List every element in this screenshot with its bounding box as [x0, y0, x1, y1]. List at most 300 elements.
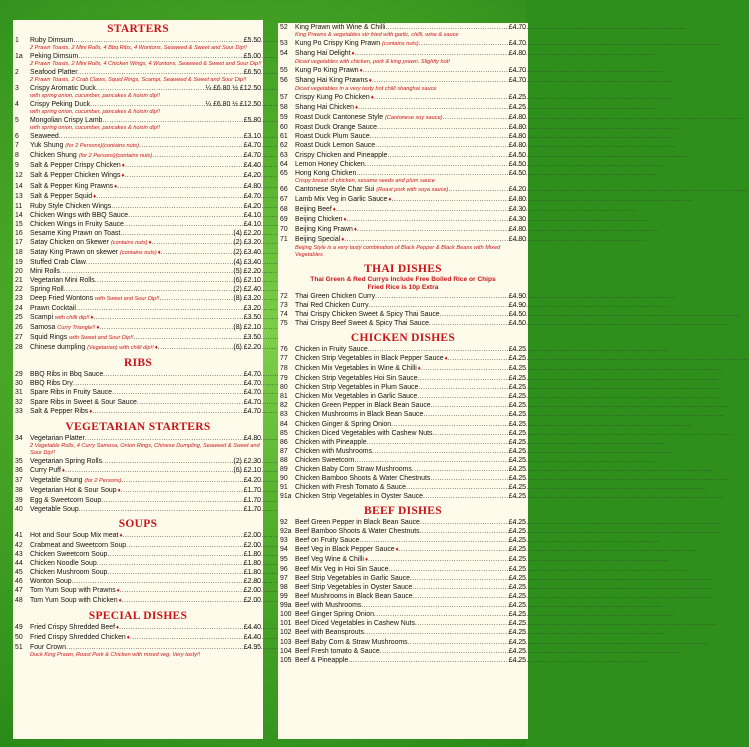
dot-leader [96, 192, 244, 201]
dot-leader [415, 619, 509, 628]
item-name-wrap [295, 465, 412, 474]
item-name: Beef Baby Corn & Straw Mushrooms [295, 638, 408, 646]
menu-item [13, 586, 263, 596]
dot-leader [368, 555, 509, 564]
item-number: 95 [280, 556, 288, 564]
item-number: 1a [15, 53, 23, 61]
dot-leader [419, 39, 509, 48]
menu-item [278, 103, 528, 113]
item-price: £4.25 [508, 438, 526, 446]
chili-icon: ♦ [154, 345, 158, 352]
item-name-wrap [30, 285, 64, 294]
menu-item [278, 555, 528, 565]
item-price: £4.70 [243, 380, 261, 388]
dot-leader [368, 345, 509, 354]
item-name: Prawn Cocktail [30, 305, 76, 313]
menu-item [278, 438, 528, 447]
item-number: 72 [280, 292, 288, 300]
item-name: Beef Green Pepper in Black Bean Sauce [295, 518, 420, 526]
item-name: Chicken in Fruity Sauce [295, 346, 368, 354]
menu-item [278, 628, 528, 637]
item-name-wrap [295, 565, 388, 574]
item-price: £4.30 [508, 205, 526, 213]
item-name: Beef Strip Vegetables in Garlic Sauce [295, 575, 410, 583]
item-number: 65 [280, 169, 288, 177]
item-number: 99 [280, 593, 288, 601]
item-name: Beijing Beef [295, 205, 332, 213]
item-name: Beijing Special [295, 235, 341, 243]
item-name: Vegetable Soup [30, 505, 79, 513]
item-number: 56 [280, 77, 288, 85]
item-name-wrap [295, 235, 344, 245]
dot-leader [112, 388, 244, 397]
menu-item [278, 401, 528, 410]
item-number: 19 [15, 258, 23, 266]
item-number: 20 [15, 267, 23, 275]
item-name: Roast Duck Lemon Sauce [295, 142, 376, 150]
dot-leader [117, 182, 244, 191]
item-number: 83 [280, 411, 288, 419]
chili-icon: ♦ [157, 249, 161, 256]
item-name: Beef Ginger Spring Onion [295, 611, 374, 619]
item-name-wrap [295, 438, 367, 447]
item-price: £4.25 [508, 620, 526, 628]
item-price: £4.25 [508, 611, 526, 619]
item-price: £5.00 [243, 53, 261, 61]
item-name: Kung Po King Prawn [295, 67, 359, 75]
item-number: 62 [280, 142, 288, 150]
item-note: with Sweet and Sour Dip!! [95, 296, 160, 303]
item-number: 85 [280, 429, 288, 437]
item-number: 90 [280, 474, 288, 482]
item-name-wrap [295, 354, 448, 364]
item-name-wrap [30, 633, 130, 643]
item-number: 45 [15, 569, 23, 577]
menu-item [278, 23, 528, 32]
item-price: £4.80 [508, 235, 526, 243]
item-name: Satay Chicken on Skewer [30, 238, 109, 246]
dot-leader [363, 66, 509, 75]
item-price: £4.80 [508, 133, 526, 141]
item-name-wrap [295, 93, 374, 103]
item-price: £4.70 [508, 67, 526, 75]
menu-item [278, 195, 528, 205]
item-price: £4.80 [243, 434, 261, 442]
item-price: £4.25 [508, 527, 526, 535]
item-number: 84 [280, 420, 288, 428]
item-name-wrap [30, 370, 103, 379]
chili-icon: ♦ [364, 557, 369, 564]
menu-item [13, 285, 263, 294]
dot-leader [65, 466, 233, 475]
item-name: Beef Fresh tomato & Sauce [295, 647, 380, 655]
dot-leader [120, 586, 244, 595]
item-name: Ruby Dimsum [30, 37, 74, 44]
item-number: 87 [280, 447, 288, 455]
item-name-wrap [30, 333, 133, 343]
dot-leader [159, 294, 233, 303]
item-number: 68 [280, 205, 288, 213]
item-number: 97 [280, 575, 288, 583]
item-name-wrap [30, 486, 121, 496]
item-name: Mini Rolls [30, 267, 60, 275]
item-name-wrap [30, 220, 124, 229]
item-description: with spring onion, cucumber, pancakes & hoisin dip!! [30, 93, 160, 100]
item-name: Seafood Platter [30, 69, 78, 77]
dot-leader [126, 541, 244, 550]
item-name: Shang Hai Chicken [295, 104, 354, 112]
item-number: 89 [280, 465, 288, 473]
item-price: £3.10 [243, 133, 261, 141]
dot-leader [431, 401, 509, 410]
item-name-wrap [295, 401, 431, 410]
item-name-wrap [295, 301, 369, 310]
item-number: 48 [15, 597, 23, 605]
item-name-wrap [30, 434, 85, 443]
item-price: £4.25 [508, 518, 526, 526]
item-number: 76 [280, 346, 288, 354]
item-price: £4.50 [508, 311, 526, 319]
item-name: Chicken Sweetcorn [295, 456, 355, 464]
menu-item [13, 486, 263, 496]
dot-leader [95, 276, 234, 285]
item-name: King Prawn with Wine & Chilli [295, 24, 386, 31]
item-price: £4.25 [508, 537, 526, 545]
item-price: £4.20 [508, 185, 526, 193]
item-name-wrap [295, 310, 440, 319]
item-number: 92 [280, 518, 288, 526]
chili-icon: ♦ [117, 487, 121, 494]
menu-item [278, 456, 528, 465]
dot-leader [364, 628, 509, 637]
item-number: 30 [15, 380, 23, 388]
menu-item [13, 643, 263, 652]
item-name-wrap [295, 132, 370, 141]
item-name: Salt & Pepper Squid [30, 192, 93, 200]
item-number: 14 [15, 211, 23, 219]
dot-leader [420, 527, 509, 536]
section-subtitle: Thai Green & Red Currys Include Free Boiled Rice or Chips [310, 275, 496, 283]
dot-leader [101, 496, 244, 505]
item-name-wrap [30, 141, 139, 151]
dot-leader [372, 76, 509, 85]
chili-icon: ♦ [332, 206, 336, 213]
menu-item [13, 182, 263, 192]
item-price: (8) £3.20 [233, 295, 261, 303]
item-number: 86 [280, 438, 288, 446]
chili-icon: ♦ [359, 68, 363, 75]
chili-icon: ♦ [114, 183, 118, 190]
item-name-wrap [30, 171, 124, 181]
dot-leader [152, 151, 243, 160]
item-number: 71 [280, 235, 288, 243]
item-name-wrap [30, 100, 90, 109]
item-price: £4.70 [508, 40, 526, 48]
item-price: (6) £2.10 [233, 466, 261, 474]
dot-leader [354, 456, 508, 465]
dot-leader [102, 116, 243, 125]
item-price: (4) £3.40 [233, 258, 261, 266]
item-name-wrap [30, 541, 126, 550]
item-name-wrap [295, 527, 420, 536]
item-number: 60 [280, 124, 288, 132]
dot-leader [429, 319, 509, 328]
item-price: £4.25 [508, 456, 526, 464]
menu-item [278, 374, 528, 383]
dot-leader [86, 258, 234, 267]
chili-icon: ♦ [89, 408, 93, 415]
dot-leader [421, 364, 509, 373]
item-number: 9 [15, 162, 19, 170]
dot-leader [139, 141, 244, 150]
item-name: Four Crown [30, 644, 66, 652]
item-name-wrap [30, 276, 95, 285]
item-name-wrap [295, 656, 348, 665]
item-name: Chicken Mix Vegetables in Garlic Sauce [295, 393, 418, 401]
dot-leader [399, 545, 509, 554]
item-name: Chicken with Fresh Tomato & Sauce [295, 483, 406, 491]
chili-icon: ♦ [395, 547, 399, 554]
dot-leader [370, 132, 509, 141]
item-name-wrap [30, 323, 99, 333]
item-number: 99a [280, 602, 292, 610]
item-price: (5) £2.20 [233, 267, 261, 275]
item-price: £4.80 [508, 142, 526, 150]
item-price: (4) £2.20 [233, 229, 261, 237]
item-price: £6.50 [243, 69, 261, 77]
item-name: Fried Crispy Shredded Chicken [30, 634, 126, 642]
item-number: 34 [15, 434, 23, 442]
menu-item [13, 238, 263, 248]
dot-leader [358, 103, 509, 112]
menu-item [13, 141, 263, 151]
chili-icon: ♦ [126, 635, 130, 642]
menu-item [278, 66, 528, 76]
item-number: 25 [15, 314, 23, 322]
menu-item [13, 211, 263, 220]
menu-item [278, 465, 528, 474]
item-number: 88 [280, 456, 288, 464]
menu-item [13, 407, 263, 417]
chili-icon: ♦ [370, 95, 374, 102]
item-name-wrap [30, 313, 93, 323]
chili-icon: ♦ [116, 625, 120, 632]
item-name: Crabmeat and Sweetcorn Soup [30, 541, 127, 549]
item-name: Chicken Strip Vegetables Hoi Sin Sauce [295, 375, 418, 383]
dot-leader [388, 565, 508, 574]
menu-item [13, 304, 263, 313]
item-name-wrap [295, 141, 375, 150]
item-name-wrap [295, 169, 356, 178]
dot-leader [59, 132, 244, 141]
menu-item [278, 536, 528, 545]
item-description: with spring onion, cucumber, pancakes & hoisin dip!! [30, 109, 160, 116]
item-number: 101 [280, 620, 292, 628]
item-name-wrap [295, 113, 443, 123]
dot-leader [161, 248, 234, 257]
item-price: £4.25 [508, 94, 526, 102]
item-price: £4.70 [243, 152, 261, 160]
item-number: 36 [15, 466, 23, 474]
item-number: 38 [15, 486, 23, 494]
item-description: Duck King Prawn, Roast Pork & Chicken with mixed veg. Very tasty!! [30, 652, 201, 659]
item-number: 102 [280, 629, 292, 637]
item-name-wrap [295, 215, 347, 225]
item-name: Deep Fried Wontons [30, 295, 94, 303]
item-price: £2.00 [243, 597, 261, 605]
item-description: Diced vegetables in a very tasty hot chilli shanghai sauce [295, 86, 437, 93]
item-number: 43 [15, 551, 23, 559]
item-number: 92a [280, 527, 292, 535]
item-name: Vegetarian Hot & Sour Soup [30, 486, 117, 494]
item-name: Scampi [30, 314, 53, 322]
item-name-wrap [30, 496, 101, 505]
section-heading: SPECIAL DISHES [88, 610, 188, 623]
item-number: 57 [280, 94, 288, 102]
dot-leader [152, 238, 234, 247]
item-number: 37 [15, 476, 23, 484]
item-name: Peking Dimsum [30, 53, 79, 61]
item-name-wrap [30, 550, 107, 559]
item-name: Squid Rings [30, 334, 68, 342]
item-name: Shang Hai Delight [295, 50, 351, 58]
item-name-wrap [30, 466, 65, 476]
item-price: £4.25 [508, 355, 526, 363]
menu-item [278, 420, 528, 429]
menu-item [278, 565, 528, 574]
dot-leader [125, 161, 244, 170]
item-name-wrap [30, 116, 102, 125]
dot-leader [406, 483, 509, 492]
item-name: Chicken Mushroom Soup [30, 569, 108, 577]
menu-item [13, 434, 263, 443]
menu-item [13, 370, 263, 379]
item-name-wrap [30, 161, 125, 171]
menu-column-left [13, 20, 263, 739]
menu-item [278, 235, 528, 245]
item-name-wrap [295, 483, 406, 492]
dot-leader [448, 354, 509, 363]
item-number: 75 [280, 320, 288, 328]
item-price: £4.25 [508, 346, 526, 354]
chili-icon: ♦ [148, 239, 152, 246]
item-price: £2.00 [243, 541, 261, 549]
item-price: £1.80 [243, 569, 261, 577]
item-name: Mongolian Crispy Lamb [30, 117, 103, 125]
dot-leader [111, 202, 244, 211]
menu-item [13, 116, 263, 125]
item-number: 91a [280, 492, 292, 500]
dot-leader [137, 398, 244, 407]
item-price: ¼ £6.80 ½ £12.50 [205, 101, 261, 109]
item-number: 40 [15, 505, 23, 513]
item-number: 49 [15, 624, 23, 632]
item-number: 28 [15, 344, 23, 352]
chili-icon: ♦ [90, 315, 94, 322]
item-number: 61 [280, 133, 288, 141]
item-price: (2) £2.30 [233, 457, 261, 465]
item-number: 24 [15, 305, 23, 313]
chili-icon: ♦ [121, 173, 125, 180]
item-name-wrap [30, 84, 96, 93]
item-price: £4.25 [508, 447, 526, 455]
item-name-wrap [295, 319, 429, 328]
item-name-wrap [30, 559, 97, 568]
item-name: Yuk Shung [30, 142, 64, 150]
menu-item [13, 323, 263, 333]
item-price: £4.90 [508, 301, 526, 309]
item-note: (Cantonese soy sauce) [385, 115, 443, 122]
menu-item [13, 100, 263, 109]
menu-item [13, 343, 263, 353]
item-number: 94 [280, 546, 288, 554]
menu-item [278, 301, 528, 310]
item-name: Shang Hai King Prawns [295, 77, 368, 85]
dot-leader [443, 113, 509, 122]
item-price: £4.25 [508, 629, 526, 637]
item-price: £4.50 [508, 169, 526, 177]
item-price: £4.30 [508, 215, 526, 223]
menu-item [13, 496, 263, 505]
chili-icon: ♦ [417, 366, 421, 373]
item-name-wrap [295, 610, 374, 619]
item-price: £4.25 [508, 656, 526, 664]
item-name-wrap [295, 429, 433, 438]
item-name: Beef on Fruity Sauce [295, 537, 360, 545]
menu-item [278, 447, 528, 456]
item-price: £4.25 [508, 584, 526, 592]
item-name: Vegetarian Mini Rolls [30, 276, 95, 284]
item-name: Beef Mushrooms in Black Bean Sauce [295, 593, 413, 601]
item-name-wrap [30, 476, 121, 486]
dot-leader [336, 205, 509, 214]
item-price: £4.70 [243, 142, 261, 150]
item-name: Wonton Soup [30, 578, 72, 586]
item-name: Crispy Aromatic Duck [30, 85, 96, 93]
menu-item [13, 505, 263, 514]
menu-item [13, 388, 263, 397]
menu-item [13, 596, 263, 606]
menu-item [278, 160, 528, 169]
dot-leader [78, 52, 244, 61]
item-price: £4.25 [508, 638, 526, 646]
item-number: 103 [280, 638, 292, 646]
dot-leader [133, 333, 243, 342]
item-name-wrap [295, 447, 372, 456]
item-name-wrap [295, 536, 359, 545]
menu-item [278, 205, 528, 215]
menu-item [13, 202, 263, 211]
item-description: Diced vegetables with chicken, pork & king prawn. Slightly hot! [295, 59, 450, 66]
item-price: £4.40 [243, 162, 261, 170]
item-name-wrap [295, 474, 430, 483]
dot-leader [85, 434, 244, 443]
item-price: £3.20 [243, 305, 261, 313]
item-name: Tom Yum Soup with Prawns [30, 587, 116, 595]
item-price: £4.25 [508, 492, 526, 500]
menu-item [278, 592, 528, 601]
item-note: with chilli dip!! [54, 315, 90, 322]
item-name: Beef Veg in Black Pepper Sauce [295, 546, 395, 554]
item-price: £4.10 [243, 211, 261, 219]
item-name: Beef with Mushrooms [295, 602, 362, 610]
item-name: Roast Duck Orange Sauce [295, 124, 377, 132]
item-number: 6 [15, 133, 19, 141]
item-price: £4.25 [508, 556, 526, 564]
item-number: 59 [280, 114, 288, 122]
dot-leader [128, 211, 244, 220]
item-number: 77 [280, 355, 288, 363]
